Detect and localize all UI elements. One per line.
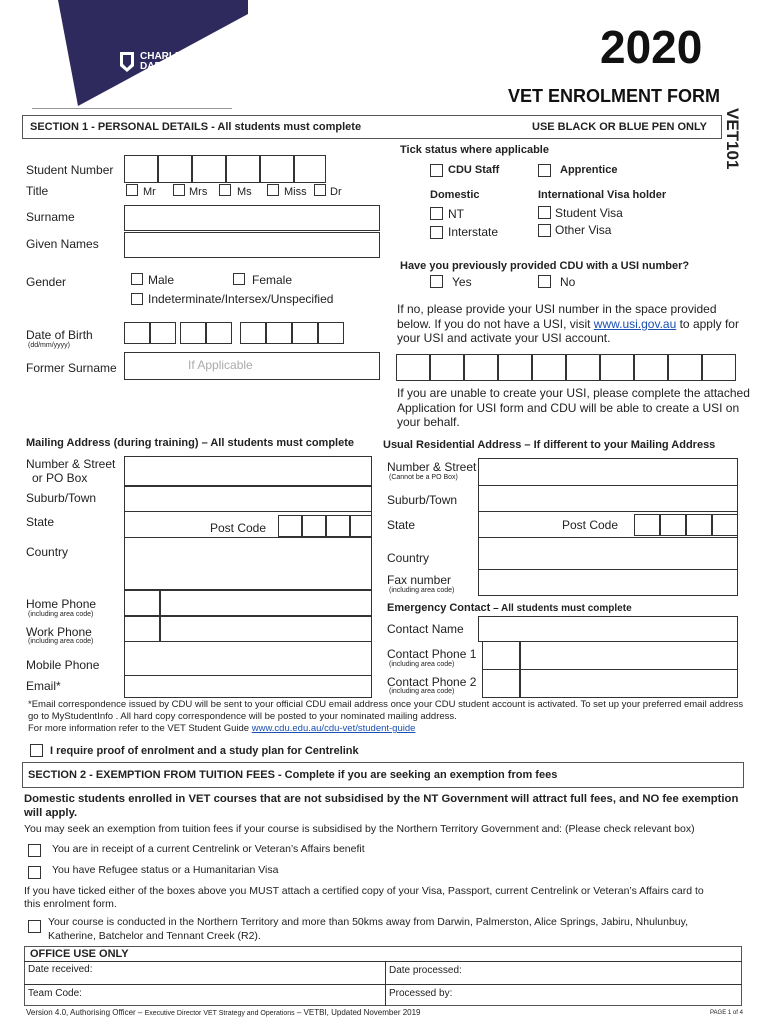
- usi-cell[interactable]: [532, 354, 566, 381]
- residential-state-label: State: [387, 518, 416, 532]
- contact-name-field[interactable]: [478, 616, 738, 642]
- remote-course-line2: Katherine, Batchelor and Tennant Creek (R2).: [48, 930, 261, 942]
- mailing-suburb-label: Suburb/Town: [26, 491, 97, 505]
- student-number-cell[interactable]: [260, 155, 294, 183]
- section2-title: SECTION 2 - EXEMPTION FROM TUITION FEES - Complete if you are seeking an exemption from fees: [28, 769, 558, 781]
- section2-intro: You may seek an exemption from tuition fees if your course is subsidised by the Northern Territory Government and: (Please check relevant box): [24, 823, 695, 835]
- footer-version-text: Version 4.0, Authorising Officer –: [26, 1008, 145, 1017]
- date-processed-label: Date processed:: [389, 965, 462, 976]
- residential-street-field[interactable]: [478, 458, 738, 486]
- other-visa-label: Other Visa: [555, 223, 612, 237]
- office-use-title: OFFICE USE ONLY: [30, 948, 129, 960]
- residential-postcode-cell[interactable]: [634, 514, 660, 536]
- pen-note: USE BLACK OR BLUE PEN ONLY: [532, 121, 708, 133]
- work-phone-label: Work Phone: [26, 625, 92, 639]
- gender-female-label: Female: [252, 273, 293, 287]
- fax-field[interactable]: [478, 570, 738, 596]
- contact-phone1-label: Contact Phone 1: [387, 647, 477, 661]
- processed-by-label: Processed by:: [389, 988, 453, 999]
- gender-male-label: Male: [148, 273, 175, 287]
- gender-indeterminate-label: Indeterminate/Intersex/Unspecified: [148, 292, 334, 306]
- residential-postcode-cell[interactable]: [660, 514, 686, 536]
- title-miss-checkbox[interactable]: [267, 184, 279, 196]
- dob-cell[interactable]: [124, 322, 150, 344]
- gender-indeterminate-checkbox[interactable]: [131, 293, 143, 305]
- dob-cell[interactable]: [292, 322, 318, 344]
- office-use-table: [24, 946, 742, 1006]
- interstate-label: Interstate: [448, 225, 499, 239]
- usi-question: Have you previously provided CDU with a USI number?: [400, 260, 690, 272]
- surname-label: Surname: [26, 210, 75, 224]
- contact-phone1-note: (including area code): [389, 661, 455, 668]
- remote-course-line1: Your course is conducted in the Northern Territory and more than 50kms away from Darwin, Palmerston, Alice Springs, Jabiru, Nhulunbuy,: [48, 916, 689, 928]
- cdu-staff-label: CDU Staff: [448, 164, 500, 176]
- title-ms-label: Ms: [237, 186, 252, 198]
- title-ms-checkbox[interactable]: [219, 184, 231, 196]
- dob-format-note: (dd/mm/yyyy): [28, 342, 70, 349]
- work-phone-area-field[interactable]: [124, 616, 160, 642]
- work-phone-note: (including area code): [28, 638, 94, 645]
- date-received-label: Date received:: [28, 964, 93, 975]
- student-visa-label: Student Visa: [555, 206, 623, 220]
- email-note-line1: *Email correspondence issued by CDU will be sent to your official CDU email address once your CDU student account is activated. To set up your preferred email address: [28, 699, 744, 710]
- logo-text-line3: UNIVERSITY: [140, 71, 201, 82]
- title-mr-checkbox[interactable]: [126, 184, 138, 196]
- usi-yes-label: Yes: [452, 275, 472, 289]
- mobile-phone-label: Mobile Phone: [26, 658, 100, 672]
- cdu-staff-checkbox[interactable]: [430, 164, 443, 177]
- given-names-field[interactable]: [124, 232, 380, 258]
- residential-suburb-label: Suburb/Town: [387, 493, 458, 507]
- dob-cell[interactable]: [240, 322, 266, 344]
- title-dr-checkbox[interactable]: [314, 184, 326, 196]
- form-title: VET ENROLMENT FORM: [508, 86, 720, 106]
- remote-course-checkbox[interactable]: [28, 920, 41, 933]
- usi-yes-checkbox[interactable]: [430, 275, 443, 288]
- mailing-postcode-label: Post Code: [210, 521, 267, 535]
- usi-cell[interactable]: [396, 354, 430, 381]
- vet101-side-code: VET101: [723, 108, 742, 170]
- home-phone-note: (including area code): [28, 611, 94, 618]
- given-names-label: Given Names: [26, 237, 99, 251]
- former-surname-placeholder: If Applicable: [188, 358, 253, 372]
- email-note-line3: [28, 723, 415, 734]
- home-phone-area-field[interactable]: [124, 590, 160, 616]
- contact-phone1-field[interactable]: [520, 642, 738, 670]
- other-visa-checkbox[interactable]: [538, 224, 551, 237]
- mailing-address-title: Mailing Address (during training) – All students must complete: [26, 437, 354, 449]
- student-number-cell[interactable]: [192, 155, 226, 183]
- student-number-cell[interactable]: [124, 155, 158, 183]
- residential-suburb-field[interactable]: [478, 486, 738, 512]
- refugee-checkbox[interactable]: [28, 866, 41, 879]
- footer-page-number: PAGE 1 of 4: [710, 1010, 743, 1016]
- mailing-postcode-cell[interactable]: [278, 515, 302, 537]
- student-number-cell[interactable]: [226, 155, 260, 183]
- mobile-phone-field[interactable]: [124, 642, 372, 676]
- title-mrs-checkbox[interactable]: [173, 184, 185, 196]
- contact-phone2-label: Contact Phone 2: [387, 675, 477, 689]
- usi-unable-line1: If you are unable to create your USI, please complete the attached: [397, 386, 750, 400]
- emergency-title: Emergency Contact: [387, 602, 491, 614]
- title-mrs-label: Mrs: [189, 186, 208, 198]
- mailing-postcode-cell[interactable]: [326, 515, 350, 537]
- contact-phone2-note: (including area code): [389, 688, 455, 695]
- usi-no-checkbox[interactable]: [538, 275, 551, 288]
- usi-info-line2-b: to apply for: [676, 317, 739, 331]
- gender-label: Gender: [26, 275, 67, 289]
- usi-cell[interactable]: [498, 354, 532, 381]
- mailing-street-label-2: or PO Box: [32, 471, 88, 485]
- dob-cell[interactable]: [150, 322, 176, 344]
- tick-status-label: Tick status where applicable: [400, 144, 549, 156]
- mailing-country-field[interactable]: [124, 538, 372, 590]
- dob-cell[interactable]: [180, 322, 206, 344]
- residential-postcode-label: Post Code: [562, 518, 619, 532]
- home-phone-label: Home Phone: [26, 597, 97, 611]
- interstate-checkbox[interactable]: [430, 226, 443, 239]
- title-miss-label: Miss: [284, 186, 307, 198]
- email-note-line2: go to MyStudentInfo . All hard copy correspondence will be posted to your nominated mailing address.: [28, 711, 457, 722]
- residential-postcode-cell[interactable]: [712, 514, 738, 536]
- usi-cell[interactable]: [668, 354, 702, 381]
- refugee-label: You have Refugee status or a Humanitarian Visa: [52, 864, 279, 876]
- apprentice-checkbox[interactable]: [538, 164, 551, 177]
- intl-visa-label: International Visa holder: [538, 189, 667, 201]
- form-year: 2020: [600, 21, 703, 73]
- logo-text-line2: DARWIN: [140, 61, 181, 72]
- former-surname-label: Former Surname: [26, 361, 117, 375]
- office-divider-2: [24, 984, 742, 985]
- centrelink-checkbox[interactable]: [30, 744, 43, 757]
- gender-female-checkbox[interactable]: [233, 273, 245, 285]
- title-dr-label: Dr: [330, 186, 342, 198]
- surname-field[interactable]: [124, 205, 380, 231]
- mailing-street-label: Number & Street: [26, 457, 116, 471]
- fax-label: Fax number: [387, 573, 452, 587]
- usi-cell[interactable]: [566, 354, 600, 381]
- usi-info-line2: [397, 317, 739, 331]
- nt-label: NT: [448, 207, 464, 221]
- footer-officer: Executive Director VET Strategy and Operations: [144, 1010, 295, 1017]
- residential-postcode-cell[interactable]: [686, 514, 712, 536]
- office-divider-1: [24, 961, 742, 962]
- residential-country-field[interactable]: [478, 538, 738, 570]
- section2-full-fee-line2: will apply.: [24, 807, 78, 819]
- office-divider-v: [385, 961, 386, 1006]
- dob-cell[interactable]: [206, 322, 232, 344]
- usi-cell[interactable]: [430, 354, 464, 381]
- apprentice-label: Apprentice: [560, 164, 618, 176]
- contact-phone1-area-field[interactable]: [482, 642, 520, 670]
- usi-cell[interactable]: [702, 354, 736, 381]
- mailing-suburb-field[interactable]: [124, 486, 372, 512]
- title-label: Title: [26, 184, 49, 198]
- contact-name-label: Contact Name: [387, 622, 464, 636]
- centrelink-benefit-checkbox[interactable]: [28, 844, 41, 857]
- usi-unable-line2: Application for USI form and CDU will be able to create a USI on: [397, 401, 740, 415]
- residential-country-label: Country: [387, 551, 430, 565]
- email-field[interactable]: [124, 676, 372, 698]
- residential-street-note: (Cannot be a PO Box): [389, 474, 458, 481]
- dob-cell[interactable]: [266, 322, 292, 344]
- email-label: Email*: [26, 679, 61, 693]
- gender-male-checkbox[interactable]: [131, 273, 143, 285]
- contact-phone2-area-field[interactable]: [482, 670, 520, 698]
- attach-note-line1: If you have ticked either of the boxes above you MUST attach a certified copy of your Visa, Passport, current Centrelink or Veteran’s Affairs card to: [24, 885, 704, 897]
- centrelink-label: I require proof of enrolment and a study plan for Centrelink: [50, 745, 359, 757]
- emergency-contact-title: [387, 602, 632, 615]
- contact-phone2-field[interactable]: [520, 670, 738, 698]
- dob-cell[interactable]: [318, 322, 344, 344]
- fax-note: (including area code): [389, 587, 455, 594]
- mailing-country-label: Country: [26, 545, 69, 559]
- domestic-label: Domestic: [430, 189, 480, 201]
- header-underline: [32, 108, 232, 109]
- nt-checkbox[interactable]: [430, 207, 443, 220]
- usi-cell[interactable]: [600, 354, 634, 381]
- usi-cell[interactable]: [634, 354, 668, 381]
- student-visa-checkbox[interactable]: [538, 206, 551, 219]
- team-code-label: Team Code:: [28, 988, 82, 999]
- title-mr-label: Mr: [143, 186, 156, 198]
- work-phone-field[interactable]: [160, 616, 372, 642]
- usi-gov-link[interactable]: www.usi.gov.au: [593, 317, 677, 331]
- mailing-street-field[interactable]: [124, 456, 372, 486]
- emergency-sub: – All students must complete: [490, 603, 632, 614]
- student-number-cell[interactable]: [158, 155, 192, 183]
- student-guide-link[interactable]: www.cdu.edu.au/cdu-vet/student-guide: [251, 723, 416, 734]
- footer-updated: – VETBI, Updated November 2019: [294, 1008, 421, 1017]
- footer-version: [26, 1008, 421, 1018]
- usi-unable-line3: your behalf.: [397, 415, 460, 429]
- residential-address-title: Usual Residential Address – If different to your Mailing Address: [383, 439, 716, 451]
- mailing-postcode-cell[interactable]: [302, 515, 326, 537]
- student-number-cell[interactable]: [294, 155, 326, 183]
- usi-info-line3: your USI and activate your USI account.: [397, 331, 611, 345]
- dob-label: Date of Birth: [26, 328, 93, 342]
- usi-info-line1: If no, please provide your USI number in the space provided: [397, 302, 717, 316]
- logo-text-line1: CHARLES: [140, 51, 189, 62]
- residential-street-label: Number & Street: [387, 460, 477, 474]
- usi-cell[interactable]: [464, 354, 498, 381]
- section2-full-fee-line1: Domestic students enrolled in VET courses that are not subsidised by the NT Government will attract full fees, and NO fee exemption: [24, 793, 739, 805]
- mailing-state-label: State: [26, 515, 55, 529]
- usi-no-label: No: [560, 275, 576, 289]
- student-number-label: Student Number: [26, 163, 114, 177]
- email-note-line3-text: For more information refer to the VET Student Guide: [28, 723, 252, 734]
- attach-note-line2: this enrolment form.: [24, 898, 117, 910]
- section1-title: SECTION 1 - PERSONAL DETAILS - All students must complete: [30, 121, 362, 133]
- centrelink-benefit-label: You are in receipt of a current Centrelink or Veteran’s Affairs benefit: [52, 843, 365, 855]
- home-phone-field[interactable]: [160, 590, 372, 616]
- usi-info-line2-a: below. If you do not have a USI, visit: [397, 317, 594, 331]
- mailing-postcode-cell[interactable]: [350, 515, 372, 537]
